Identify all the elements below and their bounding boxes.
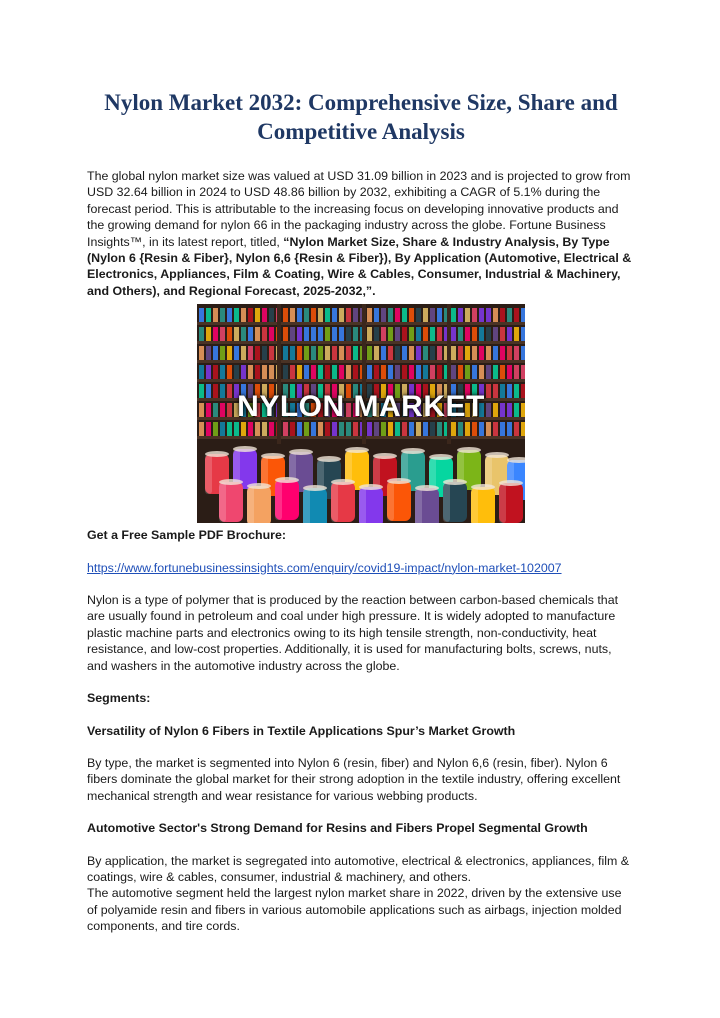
image-overlay-text: NYLON MARKET — [237, 390, 485, 424]
intro-text: The global nylon market size was valued at USD 31.09 billion in 2023 and is projected to grow from USD 32.64 billion in 2024 to USD 48.86 billion by 2032, exhibiting a CAGR of 5.1% during the forecast period. This is attributable to the increasing focus on developing innovative products and the growing demand for nylon 66 in the packaging industry across the globe. Fortune Business Insights™, in its latest report, titled, — [87, 169, 631, 249]
document-page — [87, 0, 635, 935]
brochure-heading — [87, 527, 635, 543]
segments-heading-text: Segments: — [87, 691, 151, 706]
segment1-paragraph: By type, the market is segmented into Nylon 6 (resin, fiber) and Nylon 6,6 (resin, fiber). Nylon 6 fibers dominate the global market for their strong adoption in the textile industry, offering excellent mechanical strength and wear resistance for various webbing products. — [87, 755, 621, 803]
description-paragraph: Nylon is a type of polymer that is produced by the reaction between carbon-based chemicals that are usually found in petroleum and coal under high pressure. It is widely adopted to manufacture plastic machine parts and electronics owing to its high tensile strength, non-conductivity, heat resistance, and low-cost properties. Additionally, it is used for manufacturing bolts, screws, nuts, and washers in the automotive industry across the globe. — [87, 593, 619, 673]
intro-paragraph — [87, 168, 635, 299]
page-title: Nylon Market 2032: Comprehensive Size, Share and Competitive Analysis — [104, 90, 618, 144]
segments-heading — [87, 690, 635, 706]
segment2-heading-text: Automotive Sector's Strong Demand for Resins and Fibers Propel Segmental Growth — [87, 821, 588, 836]
segment2-paragraph-1: By application, the market is segregated into automotive, electrical & electronics, appliances, film & coatings, wire & cables, consumer, industrial & machinery, and others. — [87, 853, 630, 884]
segment1-heading — [87, 723, 635, 739]
brochure-link[interactable]: https://www.fortunebusinessinsights.com/enquiry/covid19-impact/nylon-market-102007 — [87, 560, 562, 575]
segment1-heading-text: Versatility of Nylon 6 Fibers in Textile Applications Spur’s Market Growth — [87, 723, 516, 738]
brochure-heading-text: Get a Free Sample PDF Brochure: — [87, 528, 286, 543]
segment2-heading — [87, 820, 635, 836]
nylon-market-image — [197, 304, 525, 523]
segment2-paragraph-2: The automotive segment held the largest nylon market share in 2022, driven by the extensive use of polyamide resin and fibers in various automobile applications such as airbags, injection molded components, and tire cords. — [87, 886, 622, 934]
report-title: “Nylon Market Size, Share & Industry Analysis, By Type (Nylon 6 {Resin & Fiber}, Nylon 6,6 {Resin & Fiber}), By Application (Automotive, Electrical & Electronics, Appliances, Film & Coating, Wire & Cables, Consumer, Industrial & Machinery, and Others), and Regional Forecast, 2025-2032,”. — [87, 234, 632, 298]
brochure-link-paragraph — [87, 560, 635, 576]
